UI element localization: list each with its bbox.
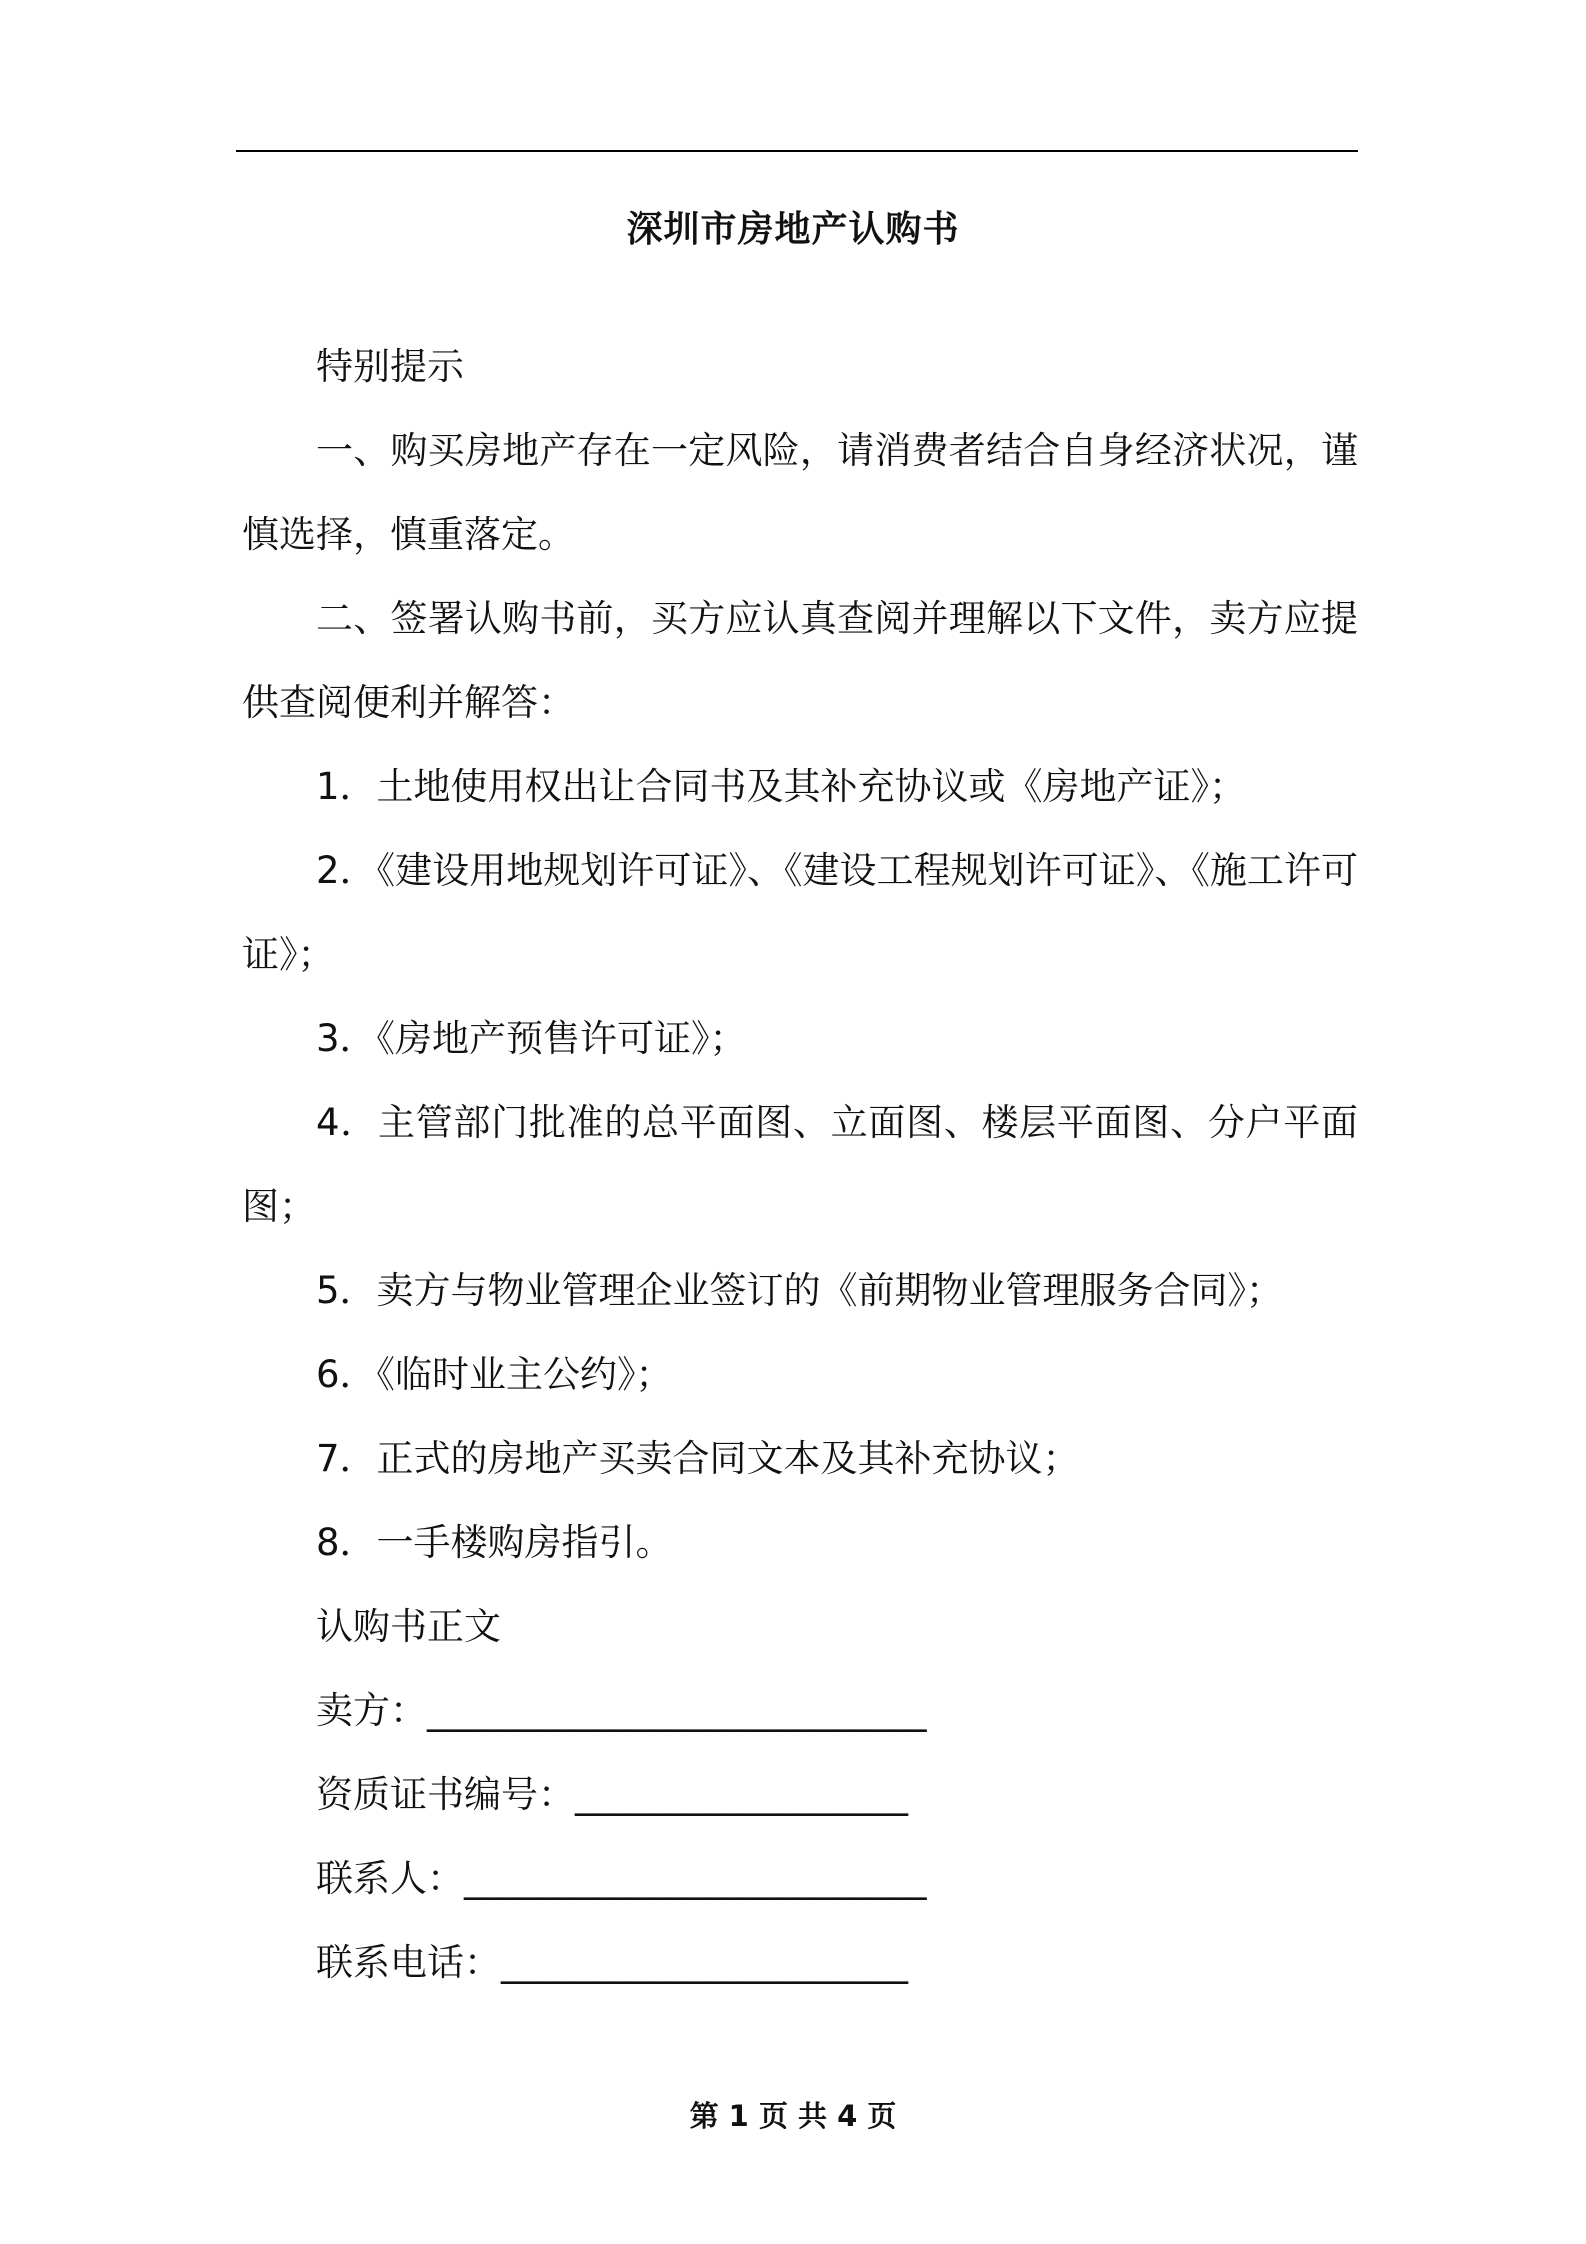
seller-field: 卖方：___________________________ [316, 1689, 927, 1732]
contact-phone-field: 联系电话：______________________ [316, 1941, 908, 1984]
notice-item-1: 一、购买房地产存在一定风险，请消费者结合自身经济状况，谨慎选择，慎重落定。 [242, 429, 1358, 556]
notice-item-2: 二、签署认购书前，买方应认真查阅并理解以下文件，卖方应提供查阅便利并解答： [242, 597, 1358, 724]
header-rule [236, 150, 1358, 152]
document-list-item-6: 6．《临时业主公约》； [316, 1353, 673, 1396]
document-list-item-5: 5．卖方与物业管理企业签订的《前期物业管理服务合同》； [316, 1269, 1284, 1312]
document-list-item-4: 4．主管部门批准的总平面图、立面图、楼层平面图、分户平面图； [242, 1101, 1358, 1228]
document-list-item-3: 3．《房地产预售许可证》； [316, 1017, 747, 1060]
contact-person-field: 联系人：_________________________ [316, 1857, 927, 1900]
agreement-body-heading: 认购书正文 [316, 1605, 501, 1648]
document-list-item-8: 8．一手楼购房指引。 [316, 1521, 673, 1564]
document-body [242, 325, 1358, 2005]
special-notice-heading: 特别提示 [316, 345, 464, 388]
document-title: 深圳市房地产认购书 [626, 209, 960, 250]
document-list-item-1: 1．土地使用权出让合同书及其补充协议或《房地产证》； [316, 765, 1247, 808]
page-number: 第 1 页 共 4 页 [689, 2099, 897, 2133]
document-list-item-7: 7．正式的房地产买卖合同文本及其补充协议； [316, 1437, 1080, 1480]
certificate-number-field: 资质证书编号：__________________ [316, 1773, 908, 1816]
document-list-item-2: 2．《建设用地规划许可证》、《建设工程规划许可证》、《施工许可证》； [242, 849, 1358, 976]
